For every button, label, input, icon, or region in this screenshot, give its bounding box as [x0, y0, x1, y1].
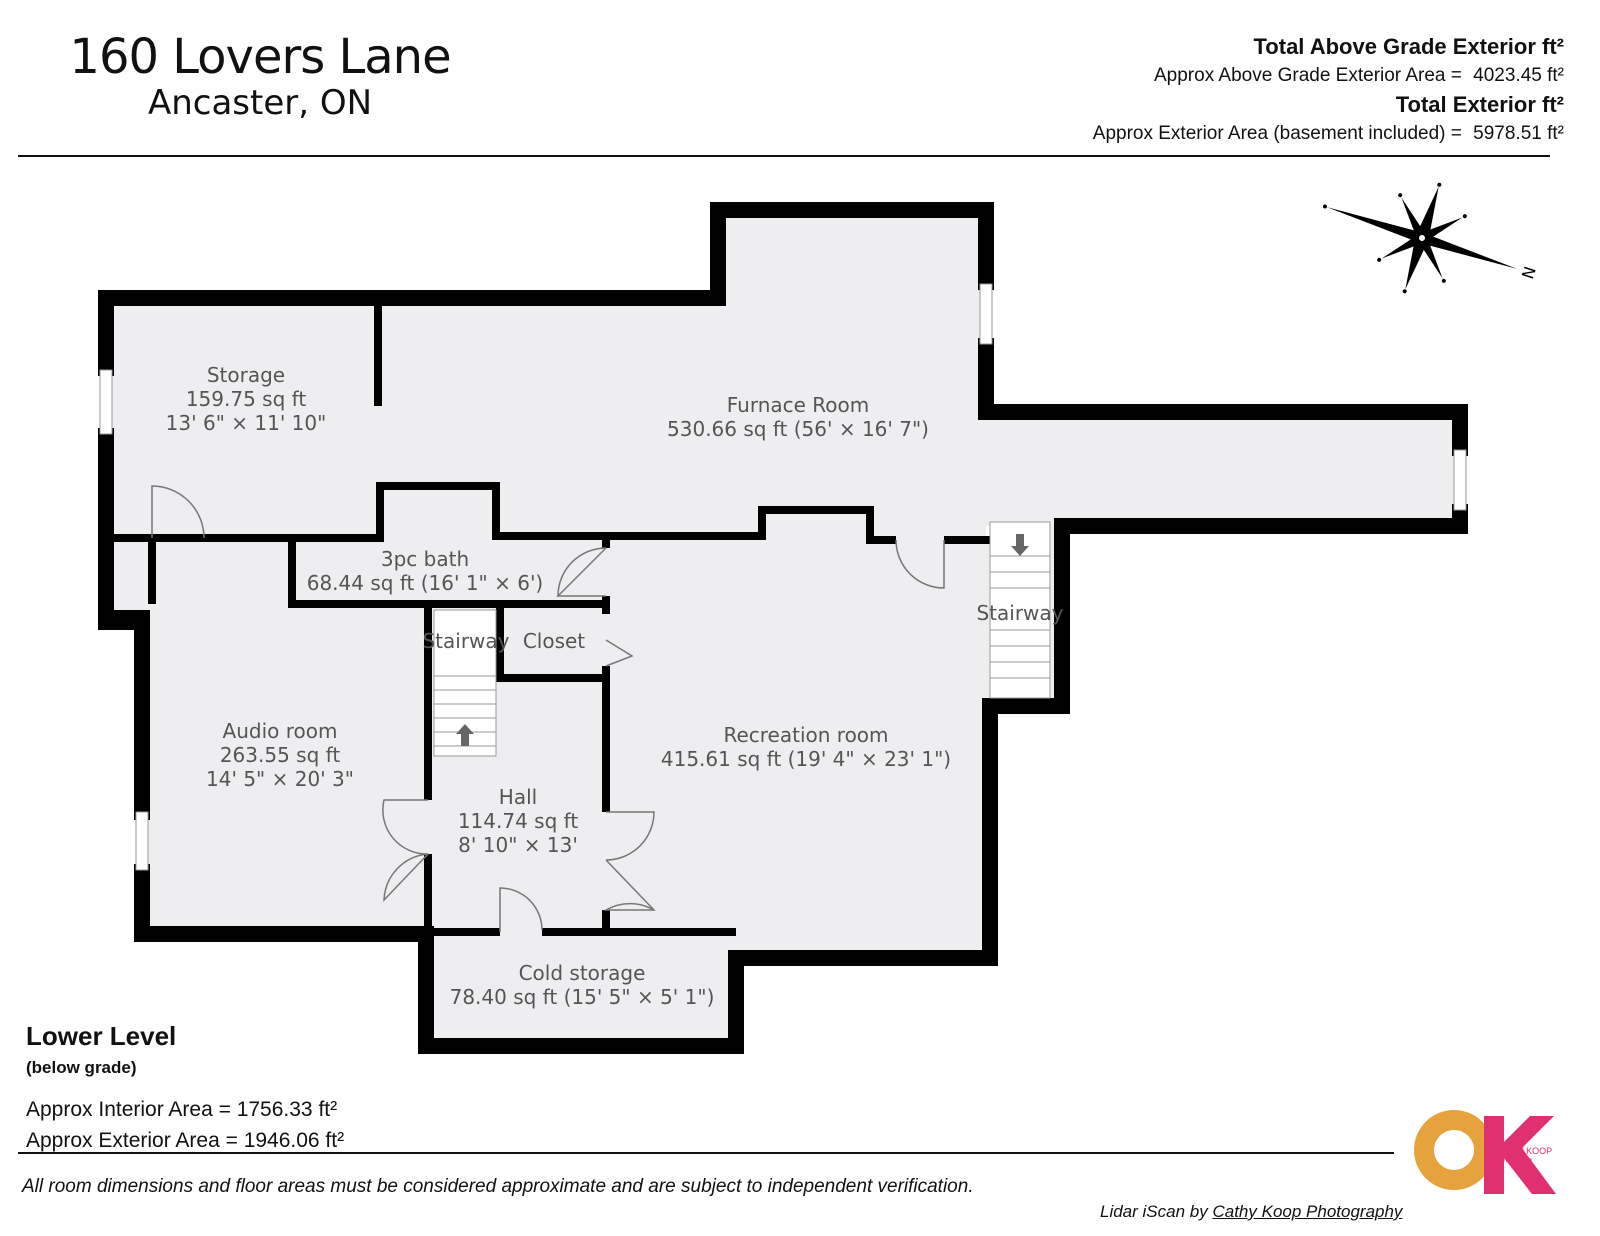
floor-fill: [106, 210, 1460, 1046]
closet-name: Closet: [522, 629, 586, 653]
total-exterior-heading: Total Exterior ft²: [1395, 92, 1564, 117]
above-grade-heading: Total Above Grade Exterior ft²: [1253, 34, 1564, 59]
storage-area: 159.75 sq ft: [185, 387, 307, 411]
audio-room-name: Audio room: [222, 719, 338, 743]
compass-north-letter: N: [1518, 264, 1540, 282]
credit-link[interactable]: Cathy Koop Photography: [1212, 1202, 1403, 1221]
bath-area: 68.44 sq ft (16' 1" × 6'): [306, 571, 544, 595]
total-exterior-label: Approx Exterior Area (basement included) =: [1092, 123, 1462, 144]
ck-logo: [1412, 1108, 1572, 1198]
credit-line: [1100, 1202, 1402, 1222]
level-name: Lower Level: [26, 1021, 177, 1051]
cold-storage-name: Cold storage: [518, 961, 646, 985]
hall-dims: 8' 10" × 13': [458, 833, 578, 857]
recreation-room-area: 415.61 sq ft (19' 4" × 23' 1"): [660, 747, 952, 771]
logo-subtext: PHOTOGRAPHY: [1494, 1158, 1533, 1164]
furnace-room-name: Furnace Room: [726, 393, 870, 417]
above-grade-label: Approx Above Grade Exterior Area =: [1154, 65, 1462, 86]
level-exterior-area: Approx Exterior Area = 1946.06 ft²: [26, 1129, 345, 1152]
storage-name: Storage: [206, 363, 286, 387]
disclaimer: All room dimensions and floor areas must be considered approximate and are subject to independent verification.: [22, 1176, 974, 1197]
hall-area: 114.74 sq ft: [457, 809, 579, 833]
above-grade-value: 4023.45 ft²: [1473, 65, 1564, 86]
footer-divider: [18, 1152, 1394, 1154]
bath-name: 3pc bath: [380, 547, 470, 571]
audio-room-area: 263.55 sq ft: [219, 743, 341, 767]
audio-room-dims: 14' 5" × 20' 3": [206, 767, 354, 791]
level-interior-area: Approx Interior Area = 1756.33 ft²: [26, 1098, 338, 1121]
logo-text: CATHY KOOP: [1494, 1146, 1553, 1156]
compass-rose-icon: [1305, 151, 1556, 331]
cold-storage-area: 78.40 sq ft (15' 5" × 5' 1"): [449, 985, 715, 1009]
stairway-right-label: Stairway: [976, 601, 1064, 625]
furnace-room-area: 530.66 sq ft (56' × 16' 7"): [667, 417, 929, 441]
storage-dims: 13' 6" × 11' 10": [165, 411, 327, 435]
credit-prefix: Lidar iScan by: [1100, 1202, 1208, 1221]
address-line-1: 160 Lovers Lane: [69, 29, 451, 85]
total-exterior-value: 5978.51 ft²: [1473, 123, 1564, 144]
address-line-2: Ancaster, ON: [147, 83, 373, 123]
level-summary: [26, 1020, 344, 1156]
level-subtitle: (below grade): [26, 1058, 137, 1077]
recreation-room-name: Recreation room: [723, 723, 889, 747]
hall-name: Hall: [498, 785, 538, 809]
stairway-left-label: Stairway: [422, 629, 510, 653]
